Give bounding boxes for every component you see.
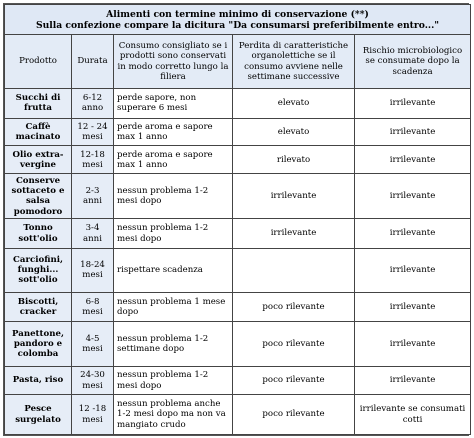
duration-cell: 24-30 mesi (72, 366, 114, 394)
microbial-risk-cell: irrilevante (355, 292, 471, 321)
table-row (5, 248, 471, 292)
product-cell: Panettone, pandoro e colomba (5, 321, 72, 366)
product-cell: Carciofini, funghi... sott'olio (5, 248, 72, 292)
quality-loss-cell: poco rilevante (233, 395, 355, 435)
consumption-cell: nessun problema anche 1-2 mesi dopo ma non va mangiato crudo (114, 395, 233, 435)
microbial-risk-cell: irrilevante (355, 174, 471, 219)
duration-cell: 18-24 mesi (72, 248, 114, 292)
duration-cell: 12 -18 mesi (72, 395, 114, 435)
table-row (5, 395, 471, 435)
duration-cell: 4-5 mesi (72, 321, 114, 366)
product-cell: Conserve sottaceto e salsa pomodoro (5, 174, 72, 219)
quality-loss-cell: irrilevante (233, 219, 355, 248)
microbial-risk-cell: irrilevante (355, 146, 471, 174)
food-storage-table (4, 4, 471, 435)
microbial-risk-cell: irrilevante (355, 321, 471, 366)
quality-loss-cell: poco rilevante (233, 292, 355, 321)
microbial-risk-cell: irrilevante (355, 88, 471, 118)
duration-cell: 6-8 mesi (72, 292, 114, 321)
header-row (5, 35, 471, 88)
quality-loss-cell: poco rilevante (233, 321, 355, 366)
header-consumo: Consumo consigliato se i prodotti sono conservati in modo corretto lungo la filiera (114, 35, 233, 88)
table-row (5, 88, 471, 118)
table-row (5, 119, 471, 146)
food-storage-table-container (3, 3, 469, 436)
product-cell: Olio extra-vergine (5, 146, 72, 174)
microbial-risk-cell: irrilevante (355, 366, 471, 394)
table-row (5, 174, 471, 219)
duration-cell: 12-18 mesi (72, 146, 114, 174)
table-title (5, 5, 471, 35)
product-cell: Pasta, riso (5, 366, 72, 394)
table-row (5, 146, 471, 174)
consumption-cell: nessun problema 1-2 mesi dopo (114, 174, 233, 219)
consumption-cell: nessun problema 1-2 mesi dopo (114, 219, 233, 248)
consumption-cell: perde aroma e sapore max 1 anno (114, 119, 233, 146)
microbial-risk-cell: irrilevante (355, 119, 471, 146)
table-row (5, 321, 471, 366)
product-cell: Succhi di frutta (5, 88, 72, 118)
microbial-risk-cell: irrilevante (355, 248, 471, 292)
header-perdita: Perdita di caratteristiche organolettiche se il consumo avviene nelle settimane successive (233, 35, 355, 88)
quality-loss-cell: elevato (233, 88, 355, 118)
duration-cell: 2-3 anni (72, 174, 114, 219)
microbial-risk-cell: irrilevante (355, 219, 471, 248)
duration-cell: 12 - 24 mesi (72, 119, 114, 146)
header-rischio: Rischio microbiologico se consumate dopo la scadenza (355, 35, 471, 88)
header-durata: Durata (72, 35, 114, 88)
product-cell: Biscotti, cracker (5, 292, 72, 321)
title-line-1: Alimenti con termine minimo di conservazione (**) (106, 8, 369, 20)
consumption-cell: nessun problema 1-2 mesi dopo (114, 366, 233, 394)
table-row (5, 219, 471, 248)
consumption-cell: rispettare scadenza (114, 248, 233, 292)
duration-cell: 3-4 anni (72, 219, 114, 248)
consumption-cell: nessun problema 1 mese dopo (114, 292, 233, 321)
table-row (5, 366, 471, 394)
quality-loss-cell: elevato (233, 119, 355, 146)
product-cell: Tonno sott'olio (5, 219, 72, 248)
duration-cell: 6-12 anno (72, 88, 114, 118)
consumption-cell: perde sapore, non superare 6 mesi (114, 88, 233, 118)
quality-loss-cell: rilevato (233, 146, 355, 174)
quality-loss-cell: poco rilevante (233, 366, 355, 394)
product-cell: Caffè macinato (5, 119, 72, 146)
microbial-risk-cell: irrilevante se consumati cotti (355, 395, 471, 435)
title-line-2: Sulla confezione compare la dicitura "Da consumarsi preferibilmente entro..." (35, 19, 440, 31)
header-prodotto: Prodotto (5, 35, 72, 88)
consumption-cell: perde aroma e sapore max 1 anno (114, 146, 233, 174)
table-row (5, 292, 471, 321)
product-cell: Pesce surgelato (5, 395, 72, 435)
quality-loss-cell (233, 248, 355, 292)
consumption-cell: nessun problema 1-2 settimane dopo (114, 321, 233, 366)
quality-loss-cell: irrilevante (233, 174, 355, 219)
